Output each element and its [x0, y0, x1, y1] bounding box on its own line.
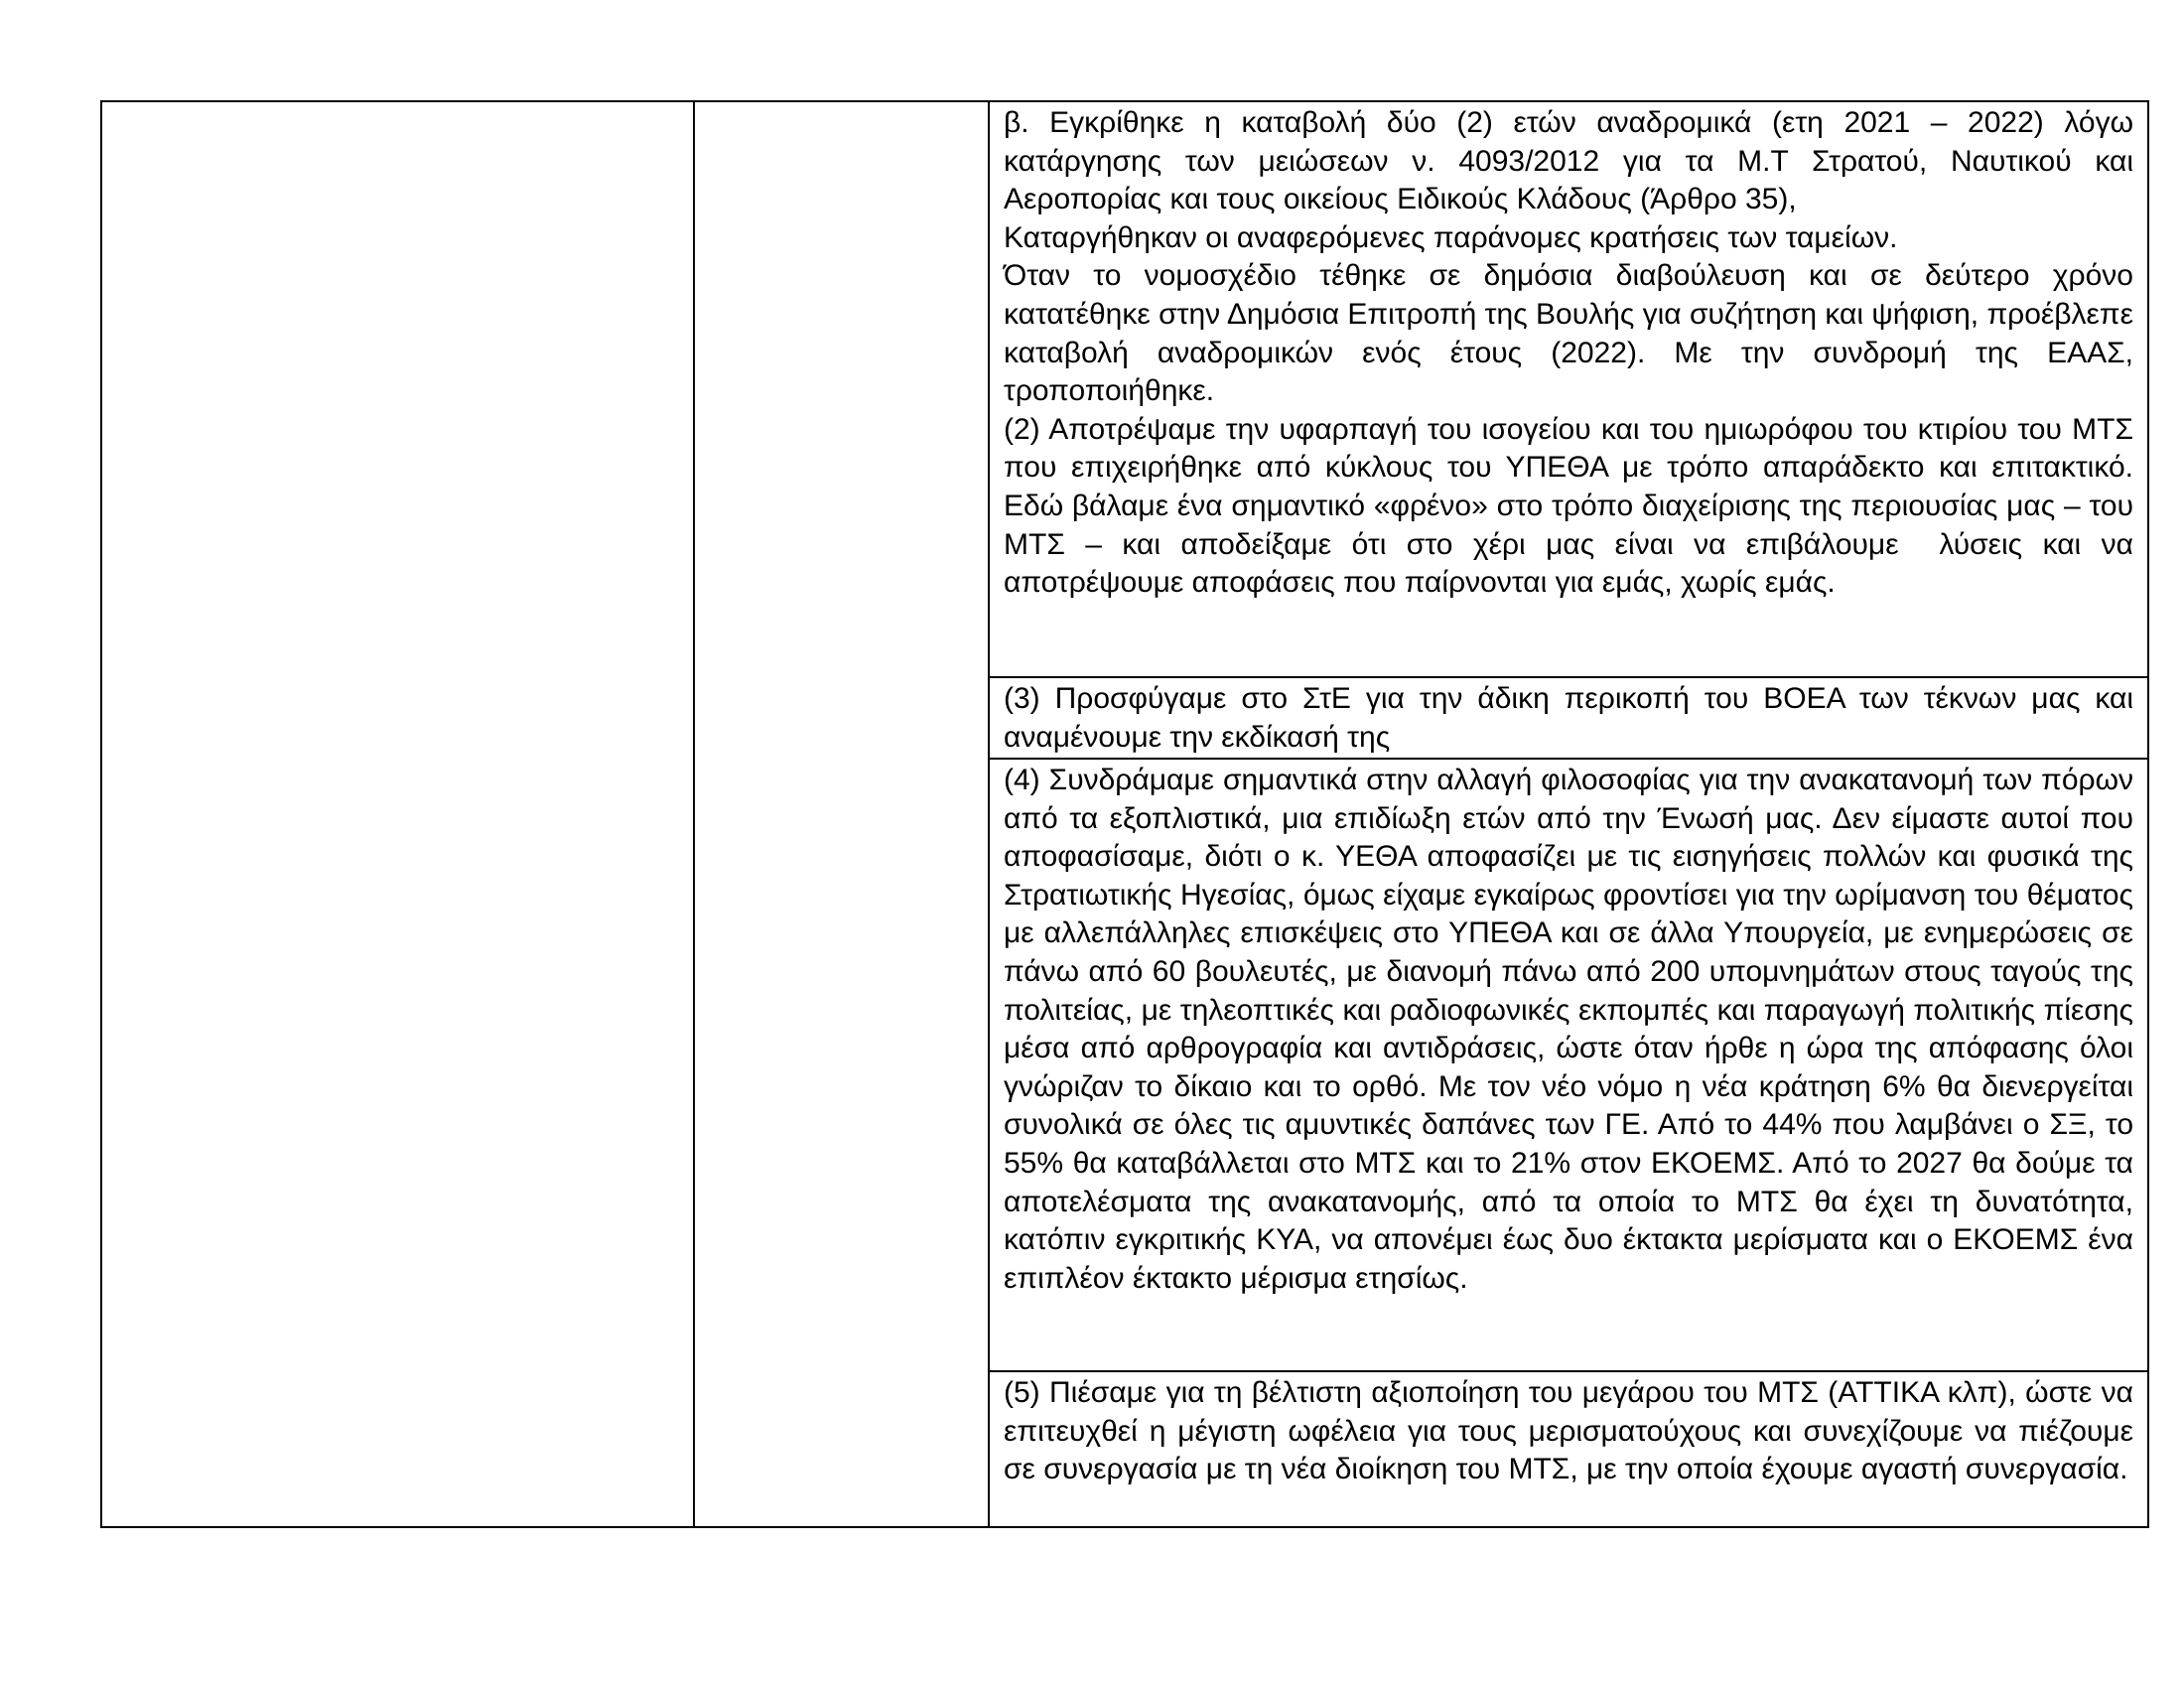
document-table — [100, 100, 2149, 1528]
empty-column-cell-middle — [694, 101, 989, 1527]
empty-column-cell-left — [101, 101, 694, 1527]
table-row — [101, 101, 2148, 677]
paragraph-item-4: (4) Συνδράμαμε σημαντικά στην αλλαγή φιλοσοφίας για την ανακατανομή των πόρων από τα εξοπλιστικά, μια επιδίωξη ετών από την Ένωσή μας. Δεν είμαστε αυτοί που αποφασίσαμε, διότι ο κ. ΥΕΘΑ αποφασίζει με τις εισηγήσεις πολλών και φυσικά της Στρατιωτικής Ηγεσίας, όμως είχαμε εγκαίρως φροντίσει για την ωρίμανση του θέματος με αλλεπάλληλες επισκέψεις στο ΥΠΕΘΑ και σε άλλα Υπουργεία, με ενημερώσεις σε πάνω από 60 βουλευτές, με διανομή πάνω από 200 υπομνημάτων στους ταγούς της πολιτείας, με τηλεοπτικές και ραδιοφωνικές εκπομπές και παραγωγή πολιτικής πίεσης μέσα από αρθρογραφία και αντιδράσεις, ώστε όταν ήρθε η ώρα της απόφασης όλοι γνώριζαν το δίκαιο και το ορθό. Με τον νέο νόμο η νέα κράτηση 6% θα διενεργείται συνολικά σε όλες τις αμυντικές δαπάνες των ΓΕ. Από το 44% που λαμβάνει ο ΣΞ, το 55% θα καταβάλλεται στο ΜΤΣ και το 21% στον ΕΚΟΕΜΣ. Από το 2027 θα δούμε τα αποτελέσματα της ανακατανομής, από τα οποία το ΜΤΣ θα έχει τη δυνατότητα, κατόπιν εγκριτικής ΚΥΑ, να απονέμει έως δυο έκτακτα μερίσματα και ο ΕΚΟΕΜΣ ένα επιπλέον έκτακτο μέρισμα ετησίως. — [1004, 764, 2142, 1295]
text-cell-item-4 — [989, 759, 2148, 1371]
text-cell-item-3 — [989, 677, 2148, 759]
text-cell-approvals — [989, 101, 2148, 677]
paragraph-item-5: (5) Πιέσαμε για τη βέλτιστη αξιοποίηση του μεγάρου του ΜΤΣ (ΑΤΤΙΚΑ κλπ), ώστε να επιτευχθεί η μέγιστη ωφέλεια για τους μερισματούχους και συνεχίζουμε να πιέζουμε σε συνεργασία με τη νέα διοίκηση του ΜΤΣ, με την οποία έχουμε αγαστή συνεργασία. — [1004, 1376, 2142, 1486]
paragraph-item-3: (3) Προσφύγαμε στο ΣτΕ για την άδικη περικοπή του ΒΟΕΑ των τέκνων μας και αναμένουμε την εκδίκασή της — [1004, 682, 2142, 754]
paragraph-item-2: (2) Αποτρέψαμε την υφαρπαγή του ισογείου και του ημιωρόφου του κτιρίου του ΜΤΣ που επιχειρήθηκε από κύκλους του ΥΠΕΘΑ με τρόπο απαράδεκτο και επιτακτικό. Εδώ βάλαμε ένα σημαντικό «φρένο» στο τρόπο διαχείρισης της περιουσίας μας – του ΜΤΣ – και αποδείξαμε ότι στο χέρι μας είναι να επιβάλουμε λύσεις και να αποτρέψουμε αποφάσεις που παίρνονται για εμάς, χωρίς εμάς. — [1004, 412, 2142, 600]
paragraph-bill-consultation: Όταν το νομοσχέδιο τέθηκε σε δημόσια διαβούλευση και σε δεύτερο χρόνο κατατέθηκε στην Δημόσια Επιτροπή της Βουλής για συζήτηση και ψήφιση, προέβλεπε καταβολή αναδρομικών ενός έτους (2022). Με την συνδρομή της ΕΑΑΣ, τροποποιήθηκε. — [1004, 259, 2142, 408]
paragraph-abolished-deductions: Καταργήθηκαν οι αναφερόμενες παράνομες κρατήσεις των ταμείων. — [1004, 220, 1898, 254]
text-cell-item-5 — [989, 1371, 2148, 1527]
paragraph-retroactive-payment: β. Εγκρίθηκε η καταβολή δύο (2) ετών αναδρομικά (ετη 2021 – 2022) λόγω κατάργησης των μειώσεων ν. 4093/2012 για τα Μ.Τ Στρατού, Ναυτικού και Αεροπορίας και τους οικείους Ειδικούς Κλάδους (Άρθρο 35), — [1004, 106, 2142, 216]
